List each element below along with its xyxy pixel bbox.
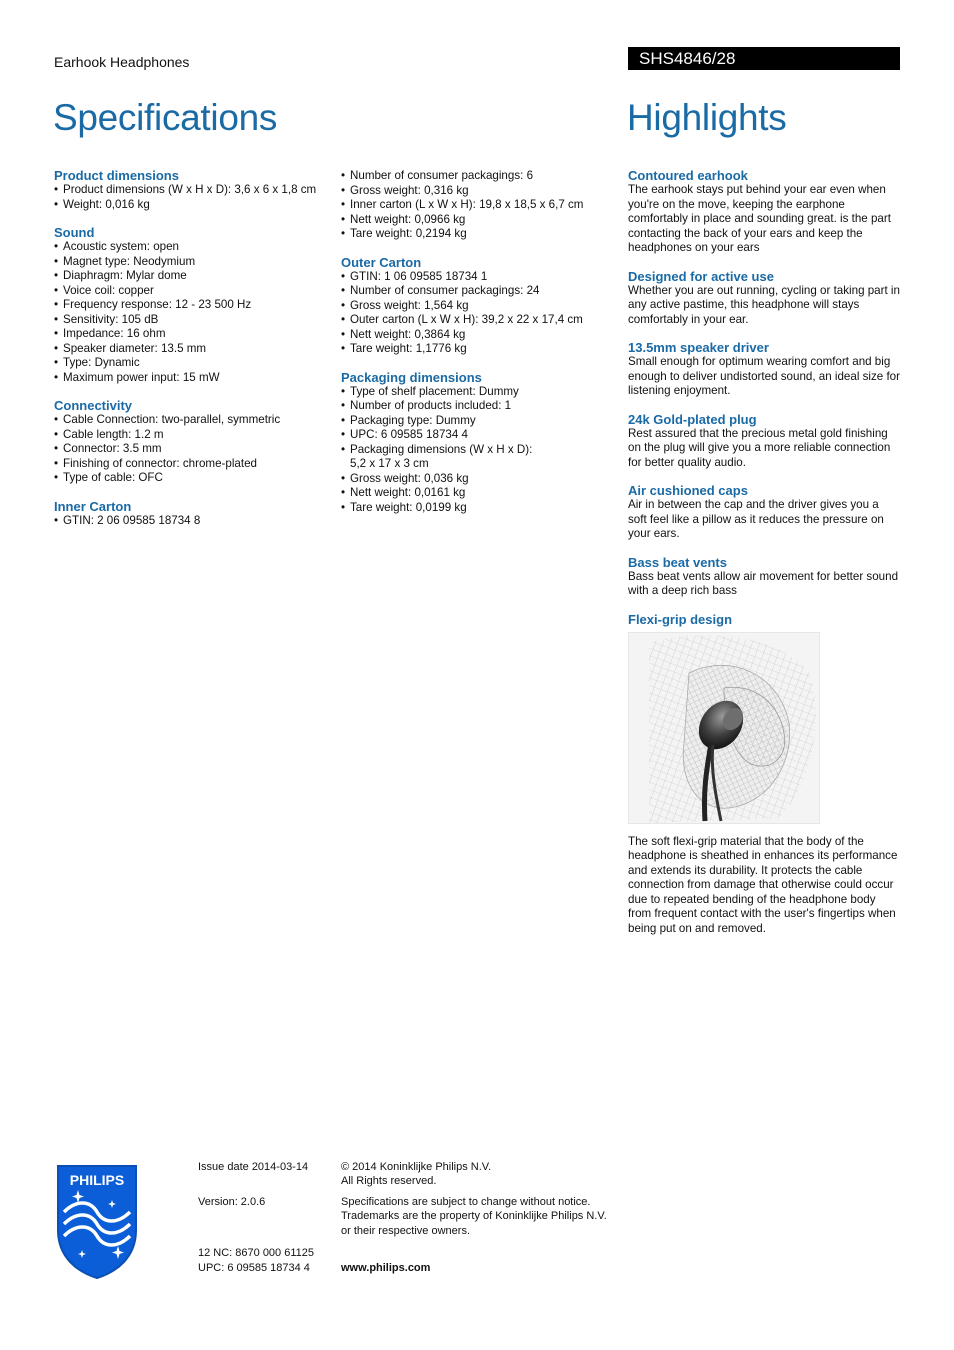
list-item: • Nett weight: 0,0966 kg (341, 213, 616, 228)
highlight-heading-speaker-driver: 13.5mm speaker driver (628, 340, 769, 355)
highlights-column (628, 169, 900, 936)
highlight-text: Whether you are out running, cycling or taking part in any active pastime, this headphone will stays comfortably in your ear. (628, 283, 900, 326)
list-product-dimensions (54, 183, 334, 212)
highlight-text: The earhook stays put behind your ear even when you're on the move, keeping the earphone comfortably in place and sounding great. is the part contacting the back of your ears and keep the headphones on your ears (628, 183, 891, 254)
list-sound (54, 240, 334, 385)
list-item: • Number of products included: 1 (341, 399, 616, 414)
upc-number: UPC: 6 09585 18734 4 (198, 1262, 310, 1274)
list-inner-carton-part-1 (54, 514, 334, 529)
list-item: • Gross weight: 1,564 kg (341, 299, 616, 314)
copyright-line-1: © 2014 Koninklijke Philips N.V. (341, 1161, 492, 1173)
list-connectivity (54, 413, 334, 486)
highlight-heading-flexi-grip-design: Flexi-grip design (628, 611, 733, 627)
list-item: • Type: Dynamic (54, 356, 334, 371)
copyright-line-2: All Rights reserved. (341, 1175, 437, 1187)
list-item: • Magnet type: Neodymium (54, 255, 334, 270)
specifications-title: Specifications (53, 97, 278, 138)
list-item: • Maximum power input: 15 mW (54, 371, 334, 386)
philips-shield-logo (54, 1162, 140, 1280)
highlight-heading-air-cushioned-caps: Air cushioned caps (628, 483, 748, 498)
highlight-text: Small enough for optimum wearing comfort and big enough to deliver undistorted sound, an ideal size for listening enjoyment. (628, 355, 900, 397)
list-item: • Weight: 0,016 kg (54, 198, 334, 213)
version: Version: 2.0.6 (198, 1196, 266, 1208)
list-item: • Tare weight: 0,0199 kg (341, 501, 616, 516)
list-item: • Gross weight: 0,316 kg (341, 184, 616, 199)
specs-column-2 (341, 169, 616, 515)
list-item: • Cable length: 1.2 m (54, 428, 334, 443)
flexi-grip-illustration (628, 632, 820, 824)
list-item: • Nett weight: 0,0161 kg (341, 486, 616, 501)
notice-line-1: Specifications are subject to change without notice. (341, 1196, 591, 1208)
list-item: • Tare weight: 1,1776 kg (341, 342, 616, 357)
list-packaging-dimensions (341, 385, 616, 516)
list-item: • Finishing of connector: chrome-plated (54, 457, 334, 472)
highlight-text: The soft flexi-grip material that the body of the headphone is sheathed in enhances its performance and extends its durability. It protects the cable connection from damage that otherwise could occur due to repeated bending of the headphone body from frequent contact with the user's fingertips when being put on and removed. (628, 834, 898, 935)
list-item: • Number of consumer packagings: 24 (341, 284, 616, 299)
nc-number: 12 NC: 8670 000 61125 (198, 1247, 314, 1259)
list-item: • Nett weight: 0,3864 kg (341, 328, 616, 343)
list-item: • Gross weight: 0,036 kg (341, 472, 616, 487)
list-item: • Impedance: 16 ohm (54, 327, 334, 342)
list-outer-carton (341, 270, 616, 357)
website-link[interactable]: www.philips.com (341, 1262, 431, 1274)
section-heading-outer-carton: Outer Carton (341, 254, 422, 270)
logo-wordmark: PHILIPS (69, 1172, 125, 1188)
highlight-heading-active-use: Designed for active use (628, 268, 774, 284)
notice-line-2: Trademarks are the property of Koninklijke Philips N.V. (341, 1210, 607, 1222)
highlight-text: Bass beat vents allow air movement for better sound with a deep rich bass (628, 569, 899, 597)
highlight-heading-gold-plated-plug: 24k Gold-plated plug (628, 411, 757, 427)
model-number-badge: SHS4846/28 (628, 47, 900, 70)
list-item: • UPC: 6 09585 18734 4 (341, 428, 616, 443)
highlights-title: Highlights (627, 97, 787, 138)
list-item: • Voice coil: copper (54, 284, 334, 299)
list-item: • Packaging dimensions (W x H x D): 5,2 x 17 x 3 cm (341, 443, 550, 472)
list-item: • Type of shelf placement: Dummy (341, 385, 616, 400)
section-heading-inner-carton: Inner Carton (54, 498, 132, 514)
highlight-heading-contoured-earhook: Contoured earhook (628, 168, 748, 183)
section-heading-connectivity: Connectivity (54, 398, 133, 413)
list-item: • Tare weight: 0,2194 kg (341, 227, 616, 242)
list-item: • Connector: 3.5 mm (54, 442, 334, 457)
section-heading-packaging-dimensions: Packaging dimensions (341, 369, 482, 385)
section-heading-sound: Sound (54, 225, 95, 240)
list-item: • Sensitivity: 105 dB (54, 313, 334, 328)
list-item: • Product dimensions (W x H x D): 3,6 x 6 x 1,8 cm (54, 183, 334, 198)
document-category: Earhook Headphones (54, 54, 190, 70)
list-item: • Frequency response: 12 - 23 500 Hz (54, 298, 334, 313)
list-inner-carton-part-2 (341, 169, 616, 242)
section-heading-product-dimensions: Product dimensions (54, 168, 179, 183)
list-item: • Cable Connection: two-parallel, symmetric (54, 413, 334, 428)
list-item: • Acoustic system: open (54, 240, 334, 255)
list-item: • Number of consumer packagings: 6 (341, 169, 616, 184)
list-item: • GTIN: 1 06 09585 18734 1 (341, 270, 616, 285)
highlight-heading-bass-beat-vents: Bass beat vents (628, 554, 727, 570)
list-item: • GTIN: 2 06 09585 18734 8 (54, 514, 334, 529)
notice-line-3: or their respective owners. (341, 1225, 470, 1237)
list-item: • Diaphragm: Mylar dome (54, 269, 334, 284)
list-item: • Packaging type: Dummy (341, 414, 616, 429)
specs-column-1 (54, 168, 334, 528)
issue-date: Issue date 2014-03-14 (198, 1161, 309, 1173)
list-item: • Outer carton (L x W x H): 39,2 x 22 x 17,4 cm (341, 313, 616, 328)
highlight-text: Rest assured that the precious metal gold finishing on the plug will give you a more reliable connection for better quality audio. (628, 426, 891, 469)
list-item: • Inner carton (L x W x H): 19,8 x 18,5 x 6,7 cm (341, 198, 616, 213)
highlight-text: Air in between the cap and the driver gives you a soft feel like a pillow as it reduces the pressure on your ears. (628, 498, 884, 540)
list-item: • Type of cable: OFC (54, 471, 334, 486)
list-item: • Speaker diameter: 13.5 mm (54, 342, 334, 357)
